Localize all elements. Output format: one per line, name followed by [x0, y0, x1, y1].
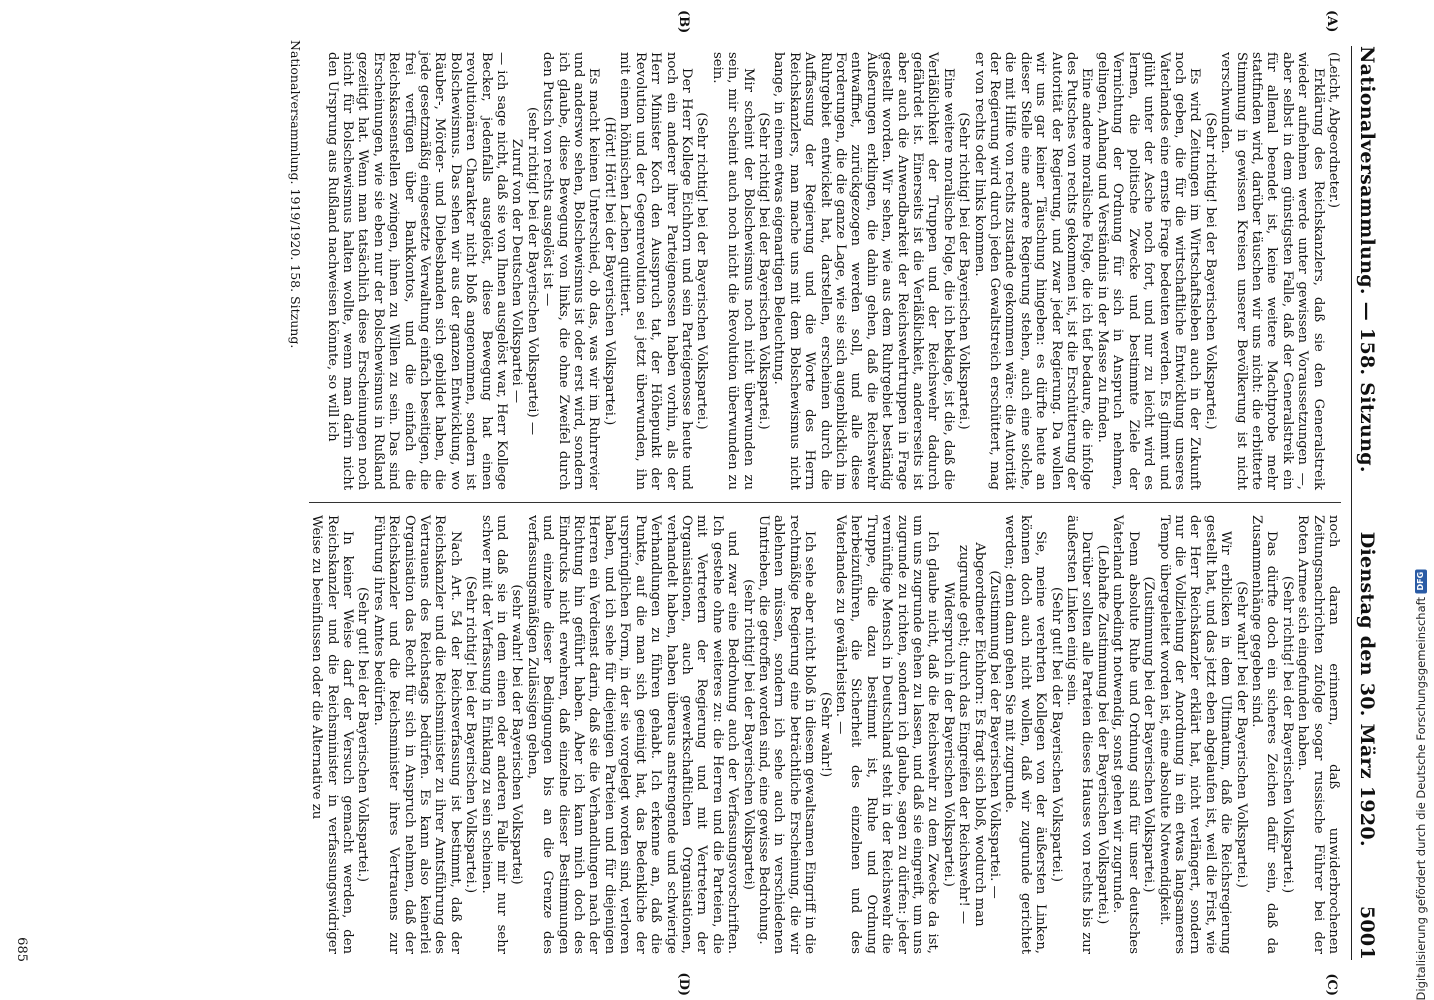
- paragraph: und daß sie in dem einen oder anderen Falle mir nur sehr schwer mit der Verfassung in Einklang zu sein scheinen.: [478, 515, 510, 954]
- interjection: (Sehr richtig! bei der Bayerischen Volkspartei.): [1202, 112, 1218, 430]
- paragraph: Denn absolute Ruhe und Ordnung sind für unser deutsches Vaterland unbedingt notwendig, sonst gehen wir zugrunde.: [1110, 515, 1141, 954]
- paragraph: Es wird Zeitungen im Wirtschaftsleben auch in der Zukunft noch geben, die für die wirtschaftliche Entwicklung unseres Vaterlandes eine ernste Frage bedeuten werden. Es glimmt und glüht unter der Asche noch fort, und nur zu leicht wird es lernen, die politische Zwecke und bestimmte Ziele der Vernichtung der Ordnung für sich in Anspruch nehmen, gelingen, Anhang und Verständnis in der Masse zu finden.: [1094, 52, 1203, 490]
- interjection: (Sehr richtig! bei der Bayerischen Volkspartei.): [463, 575, 479, 894]
- paragraph: (Leicht, Abgeordneter.): [1326, 52, 1341, 208]
- right-page-title: Dienstag den 30. März 1920.: [1356, 531, 1378, 847]
- left-column: [309, 40, 1341, 503]
- interjection: (Sehr richtig! bei der Bayerischen Volkspartei.): [755, 112, 771, 430]
- interjection: (Zustimmung bei der Bayerischen Volkspartei.): [1141, 576, 1157, 893]
- interjection: (sehr wahr! bei der Bayerischen Volkspartei): [509, 584, 525, 885]
- paragraph: Ich sehe aber nicht bloß in diesem gewaltsamen Eingriff in die rechtmäßige Regierung eine beträchtliche Erscheinung, die wir ablehnen müssen, sondern ich sehe auch in verschiedenen Umtrieben, die getroffen worden sind, eine gewisse Bedrohung.: [755, 515, 818, 954]
- interjection: (Hört! Hört! bei der Bayerischen Volkspartei.): [601, 116, 617, 426]
- paragraph: Eine andere moralische Folge, die ich tief bedaure, die infolge des Putsches von rechts gekommen ist, ist die Erschütterung der Autorität der Regierung, und zwar jeder Regierung. Da wollen wir uns gar keiner Täuschung hingeben: es dürfte heute an dieser Stelle eine andere Regierung stehen, auch eine solche, die mit Hilfe von rechts zustande gekommen wäre: die Autorität der Regierung wird durch jeden Gewaltstreich erschüttert, mag er von rechts oder links kommen.: [971, 52, 1095, 490]
- paragraph: noch daran erinnern, daß unwiderbrochenen Zeitungsnachrichten zufolge sogar russische Führer bei der Roten Armee sich eingefunden haben.: [1295, 515, 1341, 954]
- footer-page-number: 685: [14, 937, 29, 962]
- dfg-credit-sidebar: [1408, 0, 1434, 1000]
- interjection: Zuruf von der Deutschen Volkspartei —: [509, 138, 525, 404]
- interjection: (Sehr gut! bei der Bayerischen Volkspartei.): [355, 586, 371, 883]
- footer-left: Nationalversammlung. 1919/1920. 158. Sitzung.: [287, 40, 303, 349]
- paragraph: Erklärung des Reichskanzlers, daß sie den Generalstreik wieder aufnehmen werde unter gewissen Voraussetzungen —, aber selbst in dem günstigsten Falle, daß der Generalstreik ein für allemal beendet ist, keine weitere Machtprobe mehr stattfinden wird, darüber täuschen wir uns nicht: die erbitterte Stimmung in gewissen Kreisen unserer Bevölkerung ist nicht verschwunden.: [1218, 52, 1326, 490]
- right-column: [309, 503, 1341, 966]
- interjection: (Sehr richtig! bei der Bayerischen Volkspartei.): [694, 112, 710, 430]
- paragraph: — ich sage nicht, daß sie von Ihnen ausgelöst war, Herr Kollege Becker, jedenfalls ausgelöst, diese Bewegung hat einen revolutionären Charakter nicht bloß angenommen, sondern ist Bolschewismus. Das sehen wir aus der ganzen Entwicklung, wo Räuber-, Mörder- und Diebesbanden sich gebildet haben, die jede gesetzmäßig eingesetzte Verwaltung einfach beseitigen, die frei verfügen über Bankkontos, und die einfach die Reichskassenstellen zwingen, ihnen zu Willen zu sein. Das sind Erscheinungen, wie sie eben nur der Bolschewismus in Rußland gezeitigt hat. Wenn man tatsächlich diese Erscheinungen noch nicht für Bolschewismus halten wollte, wenn man darin nicht den Ursprung aus Rußland nachweisen könnte, so will ich: [324, 52, 510, 490]
- margin-marker-c: (C): [1324, 973, 1339, 996]
- text-columns: [309, 10, 1341, 996]
- interjection: (Sehr richtig! bei der Bayerischen Volkspartei.): [1279, 575, 1295, 894]
- interjection: (sehr richtig! bei der Bayerischen Volkspartei) —: [524, 106, 540, 436]
- interjection: (Sehr richtig! bei der Bayerischen Volkspartei.): [956, 112, 972, 430]
- dfg-logo-icon: DFG: [1415, 569, 1427, 593]
- interjection: (Lebhafte Zustimmung bei der Bayerischen Volkspartei.): [1094, 544, 1110, 925]
- paragraph: In keiner Weise darf der Versuch gemacht werden, den Reichskanzler und die Reichsminister in verfassungswidriger Weise zu beeinflussen oder die Alternative zu: [309, 515, 355, 954]
- page-header: [1351, 46, 1378, 960]
- paragraph: Mir scheint der Bolschewismus noch nicht überwunden zu sein, mir scheint auch noch nicht die Revolution überwunden zu sein.: [709, 52, 756, 490]
- paragraph: Sie, meine verehrten Kollegen von der äußersten Linken, können doch auch nicht wollen, daß wir zugrunde gerichtet werden; denn dann gehen Sie mit zugrunde.: [1002, 515, 1049, 954]
- interjection: (Sehr wahr! bei der Bayerischen Volkspartei.): [1233, 581, 1249, 888]
- paragraph: Eine weitere moralische Folge, die ich beklage, ist die, daß die Verläßlichkeit der Truppen und der Reichswehr dadurch gefährdet ist. Einerseits ist die Verläßlichkeit, andererseits ist aber auch die Anwendbarkeit der Reichswehrtruppen in Frage gestellt worden. Wir sehen, wie aus dem Ruhrgebiet beständig Äußerungen erklingen, die dahin gehen, daß die Reichswehr entwaffnet, zurückgezogen werden soll, und alle diese Forderungen, die die ganze Lage, wie sie sich augenblicklich im Ruhrgebiet entwickelt hat, darstellen, erscheinen durch die Auffassung der Regierung und die Worte des Herrn Reichskanzlers, man mache uns mit dem Bolschewismus nicht bange, in einem etwas eigenartigen Beleuchtung.: [771, 52, 956, 490]
- left-page-title: Nationalversammlung. — 158. Sitzung.: [1356, 46, 1378, 473]
- interjection: (sehr richtig! bei der Bayerischen Volkspartei): [740, 579, 756, 890]
- paragraph: Ich glaube nicht, daß die Reichswehr zu dem Zwecke da ist, um uns zugrunde gehen zu lassen, und daß sie eingreift, um uns zugrunde zu richten, sondern ich glaube, sagen zu dürfen: jeder vernünftige Mensch in Deutschland steht in der Reichswehr die Truppe, die dazu bestimmt ist, Ruhe und Ordnung herbeizuführen, die Sicherheit des einzelnen und des Vaterlandes zu gewährleisten. —: [833, 515, 941, 954]
- dfg-credit-text: Digitalisierung gefördert durch die Deutsche Forschungsgemeinschaft: [1414, 596, 1428, 1000]
- interjection: (Sehr gut! bei der Bayerischen Volkspartei.): [1048, 586, 1064, 883]
- paragraph: Es macht keinen Unterschied, ob das, was wir im Ruhrrevier und anderswo sehen, Bolschewismus ist oder erst wird, sondern ich glaube, diese Bewegung von links, die ohne Zweifel durch den Putsch von rechts ausgelöst ist —: [540, 52, 602, 490]
- paragraph: Darüber sollten alle Parteien dieses Hauses von rechts bis zur äußersten Linken einig sein.: [1064, 515, 1095, 954]
- margin-marker-d: (D): [676, 972, 691, 996]
- margin-marker-b: (B): [676, 10, 691, 34]
- margin-marker-a: (A): [1324, 10, 1339, 33]
- interjection: (Sehr wahr!): [817, 691, 833, 778]
- paragraph: Wir erblicken in dem Ultimatum, daß die Reichsregierung gestellt hat, und das jetzt eben abgelaufen ist, weil die Frist, wie der Herr Reichskanzler erklärt hat, nicht verlängert, sondern nur die Vollziehung der Anordnung in ein etwas langsameres Tempo übergeleitet worden ist, eine absolute Notwendigkeit.: [1156, 515, 1234, 954]
- paragraph: Nach Art. 54 der Reichsverfassung ist bestimmt, daß der Reichskanzler und die Reichsminister zu ihrer Amtsführung des Vertrauens des Reichstags bedürfen. Es kann also keinerlei Organisation das Recht für sich in Anspruch nehmen, daß der Reichskanzler und die Reichsminister ihres Vertrauens zur Führung ihres Amtes bedürfen.: [370, 515, 463, 954]
- paragraph: und zwar eine Bedrohung auch der Verfassungsvorschriften. Ich gestehe ohne weiteres zu: die Herren und die Parteien, die mit Vertretern der Regierung und mit Vertretern der Organisationen, auch gewerkschaftlichen Organisationen, verhandelt haben, haben überaus anstrengende und schwierige Verhandlungen zu führen gehabt. Ich erkenne an, daß die Punkte, auf die man sich geeinigt hat, das Bedenkliche der ursprünglichen Form, in der sie vorgelegt worden sind, verloren haben, und ich sehe für diejenigen Parteien und für diejenigen Herren ein Verdienst darin, daß sie die Verhandlungen nach der Richtung hin geführt haben. Aber ich kann mich doch des Eindrucks nicht erwehren, daß einzelne dieser Bestimmungen und einzelne dieser Bedingungen bis an die Grenze des verfassungsmäßigen Zulässigen gehen,: [524, 515, 741, 954]
- page-number: 5001: [1356, 905, 1378, 960]
- paragraph: Der Herr Kollege Eichhorn und sein Parteigenosse heute und noch ein anderer ihrer Parteigenossen haben vorhin, als der Herr Minister Koch den Ausspruch tat, der Höhepunkt der Revolution und der Gegenrevolution sei jetzt überwunden, ihn mit einem höhnischen Lachen quittiert.: [617, 52, 694, 490]
- paragraph: Das dürfte doch ein sicheres Zeichen dafür sein, daß da Zusammenhänge gegeben sind.: [1248, 515, 1280, 954]
- interjection: (Zustimmung bei der Bayerischen Volkspartei. — Abgeordneter Eichhorn: Es fragt sich bloß, wodurch man zugrunde geht; durch das Eingreifen der Reichswehr! — Widerspruch in der Bayerischen Volkspartei.): [940, 542, 1003, 927]
